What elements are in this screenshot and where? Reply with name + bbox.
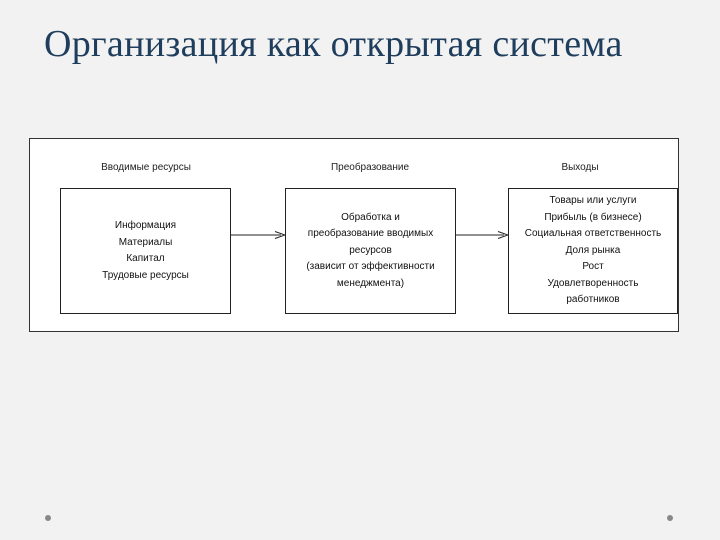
inputs-line: Материалы (118, 236, 173, 248)
transformation-box (285, 188, 456, 314)
decorative-dot-right (667, 515, 673, 521)
transformation-line: менеджмента) (336, 277, 405, 289)
inputs-header: Вводимые ресурсы (101, 162, 191, 173)
transformation-header: Преобразование (330, 162, 410, 173)
outputs-line: Рост (582, 261, 604, 273)
transformation-line: (зависит от эффективности (306, 261, 435, 273)
decorative-dot-left (45, 515, 51, 521)
inputs-line: Информация (114, 220, 177, 231)
outputs-line: работников (566, 294, 620, 306)
inputs-line: Капитал (126, 253, 165, 264)
transformation-line: ресурсов (349, 244, 392, 256)
inputs-box (60, 188, 231, 314)
outputs-header: Выходы (561, 162, 599, 173)
slide-title: Организация как открытая система (44, 23, 623, 65)
arrow-inputs-to-transformation (231, 230, 286, 240)
outputs-line: Товары или услуги (549, 195, 637, 207)
outputs-line: Удовлетворенность (547, 277, 639, 289)
outputs-box (508, 188, 678, 314)
outputs-line: Прибыль (в бизнесе) (544, 211, 642, 223)
outputs-line: Доля рынка (565, 244, 621, 256)
transformation-line: Обработка и (341, 211, 400, 223)
outputs-line: Социальная ответственность (524, 228, 662, 240)
inputs-line: Трудовые ресурсы (102, 269, 189, 281)
arrow-transformation-to-outputs (456, 230, 509, 240)
transformation-line: преобразование вводимых (307, 228, 434, 240)
